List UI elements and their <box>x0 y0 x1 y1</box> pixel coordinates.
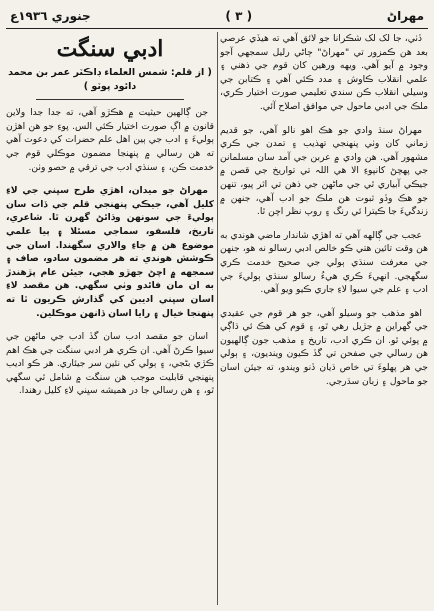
paragraph: مهراڻ جو ميدان، اهڙي طرح سڀني جي لاءِ کليل آهي، جيڪي پنهنجي قلم جي ڏات سان ٻوليءَ جي سونهن وڌائڻ گهرن ٿا. شاعري، تاريخ، فلسفو، سماجي مسئلا ۽ ٻيا علمي موضوع هن ۾ جاءِ والاري سگهندا. اسان جي ڪوشش هوندي ته هر مضمون سادو، صاف ۽ سمجهه ۾ اچڻ جهڙو هجي، جيئن عام پڙهندڙ به ان مان فائدو وٺي سگهي. هن مقصد لاءِ اسان سڀني اديبن کي گذارش ڪريون ٿا ته پنهنجا خيال ۽ رايا اسان ڏانهن موڪلين. <box>6 185 214 319</box>
issue-date: جنوري ١٩٣٦ع <box>10 9 91 23</box>
right-column <box>220 32 428 605</box>
byline-rule <box>36 99 184 100</box>
page-header <box>6 4 428 28</box>
paragraph: اهو مذهب جو وسيلو آهي، جو هر قوم جي عقيدي جي گهراين ۾ جڙيل رهي ٿو، ۽ قوم کي هڪ ئي ڌاڳي ۾ پوئي ٿو. ان ڪري ادب، تاريخ ۽ مذهب جون ڳالهيون هن رسالي جي صفحن تي گڏ ڪيون وينديون، ۽ ٻولي جي هر پهلوءَ تي خاص ڌيان ڏنو ويندو، ته جيئن اسان جو ماحول ۽ زبان سڌرجي. <box>220 307 428 387</box>
page-number: ( ٣ ) <box>225 9 253 23</box>
paragraph: عجب جي ڳالهه آهي ته اهڙي شاندار ماضي هوندي به هن وقت تائين هتي ڪو خالص ادبي رسالو نه هو، جنهن جي معرفت سنڌي ٻولي جي صحيح خدمت ڪري سگهجي. انهيءَ ڪري هيءُ رسالو سنڌي ٻوليءَ جي ادب ۽ علم جي سيوا لاءِ جاري ڪيو ويو آهي. <box>220 229 428 296</box>
article-title: ادبي سنگت <box>56 36 164 62</box>
article-byline: ( از قلم: شمس العلماء ڊاڪٽر عمر بن محمد دائود پوٽو ) <box>8 67 212 92</box>
column-divider <box>217 32 218 605</box>
paragraph: اسان جو مقصد ادب سان گڏ ادب جي ماڻهن جي سيوا ڪرڻ آهي. ان ڪري هر ادبي سنگت جي هڪ اهم ڪڙي بڻجي، ۽ ٻولي کي نئين سر جيئاري. هر ڪو اديب پنهنجي قابليت موجب هن سنگت ۾ شامل ٿي سگهي ٿو، ۽ هن رسالي جا در هميشه سڀني لاءِ کليل رهندا. <box>6 331 214 397</box>
journal-page <box>6 4 428 605</box>
journal-name: مهراڻ <box>386 9 424 23</box>
left-column <box>6 32 214 605</box>
paragraph: جن ڳالهين حيثيت ۾ هڪڙو آهي، ته جدا جدا ولاين قانون ۾ اڳ صورت اختيار ڪئي الس. پوءِ جو هن اهڙن ٻوليءَ ۽ ادب جي ٻين اهل علم حضرات کي دعوت آهي ته هن رسالي ۾ پنهنجا مضمون موڪلي قوم جي خدمت ڪن، ۽ سنڌي ادب جي ترقي ۾ حصو وٺن. <box>6 107 214 173</box>
paragraph: مهراڻ سنڌ وادي جو هڪ اهو نالو آهي، جو قديم زماني کان وٺي پنهنجي تهذيب ۽ تمدن جي ڪري مشهور آهي. هن وادي ۾ عربن جي آمد سان مسلمانن جي پهچڻ کانپوءِ الا هي اللہ تي تواريخ جي قصن ۾ جيڪي آبياري ٿي جي ماڻهن جي ذهن تي اثر پيو، تنهن جو هڪ وڏو ثبوت هن ملڪ جو ادب آهي، جنهن ۾ زندگيءَ جا ڪيترا ئي رنگ ۽ روپ نظر اچن ٿا. <box>220 124 428 218</box>
article-title-block <box>6 34 214 64</box>
header-rule <box>6 28 428 29</box>
two-column-body <box>6 32 428 605</box>
paragraph: ڏٺي، جا لک لک شڪرانا جو لائق آهي ته هيڏي عرصي بعد هن ڪمزور تي "مهراڻ" ڄاڻي رليل سمجهي آجو وجود ۾ آيو آهي. ويهه ورهين کان قوم جي ذهني ۽ علمي انقلاب ڪاوش ۽ مدد ڪئي آهي ۽ ڪتابن جي وسيلي انقلاب ڪن سندي تعليمي صورت اختيار ڪري، ملڪ جي ادبي ماحول جي موافق اصلاح آئي. <box>220 33 428 112</box>
